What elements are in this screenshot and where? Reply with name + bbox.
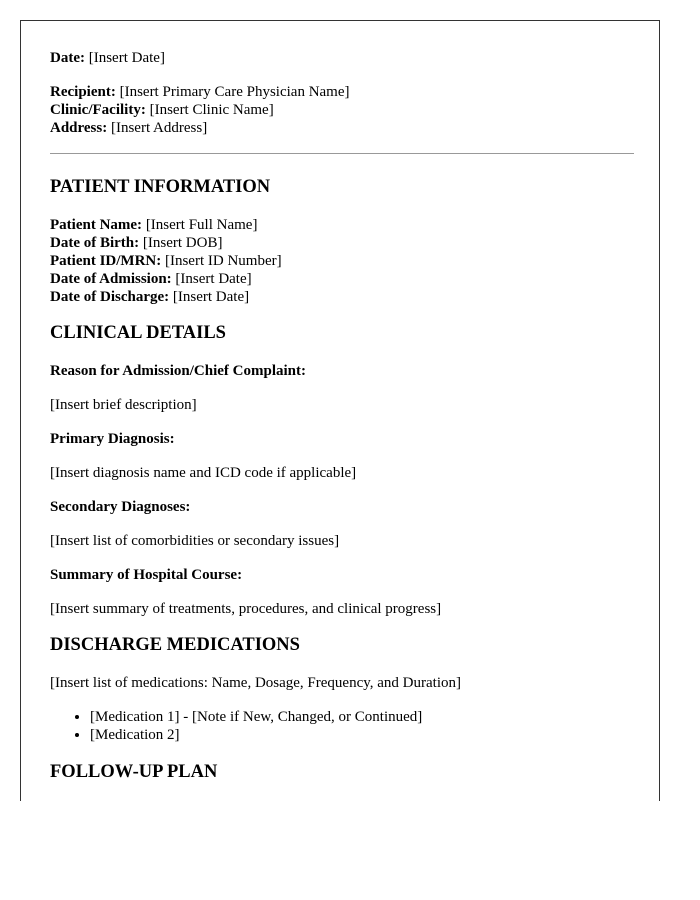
field-label: Date of Discharge: [50,289,170,305]
reason-text: [Insert brief description] [50,397,197,413]
admission-date-line [50,270,634,288]
document-content [50,49,634,801]
recipient-value: [Insert Primary Care Physician Name] [119,84,350,100]
recipient-label: Recipient: [50,84,116,100]
field-value: [Insert ID Number] [164,253,282,269]
list-item: • [Medication 1] - [Note if New, Changed, or Continued] [90,708,634,726]
address-line [50,119,634,137]
clinic-label: Clinic/Facility: [50,102,146,118]
field-label: Patient Name: [50,217,143,233]
header-divider [50,153,634,154]
field-value: [Insert DOB] [142,235,223,251]
date-line [50,49,634,67]
list-item: • [Medication 2] [90,726,634,744]
primary-diagnosis-subheading: Primary Diagnosis: [50,431,175,447]
discharge-date-line [50,288,634,306]
recipient-line [50,83,634,101]
date-label: Date: [50,50,85,66]
field-value: [Insert Date] [175,271,252,287]
follow-up-heading: FOLLOW-UP PLAN [50,762,218,782]
secondary-diagnoses-text: [Insert list of comorbidities or secondary issues] [50,533,340,549]
clinical-details-heading: CLINICAL DETAILS [50,323,226,343]
date-value: [Insert Date] [88,50,165,66]
document-page [20,20,660,801]
field-label: Date of Birth: [50,235,140,251]
field-label: Date of Admission: [50,271,172,287]
dob-line [50,234,634,252]
reason-subheading: Reason for Admission/Chief Complaint: [50,363,306,379]
patient-name-line [50,216,634,234]
field-value: [Insert Full Name] [145,217,258,233]
medication-list [50,708,634,744]
hospital-course-subheading: Summary of Hospital Course: [50,567,243,583]
patient-info-fields [50,216,634,306]
primary-diagnosis-text: [Insert diagnosis name and ICD code if applicable] [50,465,357,481]
discharge-medications-heading: DISCHARGE MEDICATIONS [50,635,300,655]
hospital-course-text: [Insert summary of treatments, procedures, and clinical progress] [50,601,442,617]
patient-id-line [50,252,634,270]
address-value: [Insert Address] [110,120,208,136]
patient-info-heading: PATIENT INFORMATION [50,177,271,197]
secondary-diagnoses-subheading: Secondary Diagnoses: [50,499,191,515]
recipient-block [50,83,634,137]
field-value: [Insert Date] [172,289,250,305]
field-label: Patient ID/MRN: [50,253,162,269]
address-label: Address: [50,120,108,136]
clinic-line [50,101,634,119]
clinic-value: [Insert Clinic Name] [149,102,274,118]
medications-intro: [Insert list of medications: Name, Dosage, Frequency, and Duration] [50,675,461,691]
